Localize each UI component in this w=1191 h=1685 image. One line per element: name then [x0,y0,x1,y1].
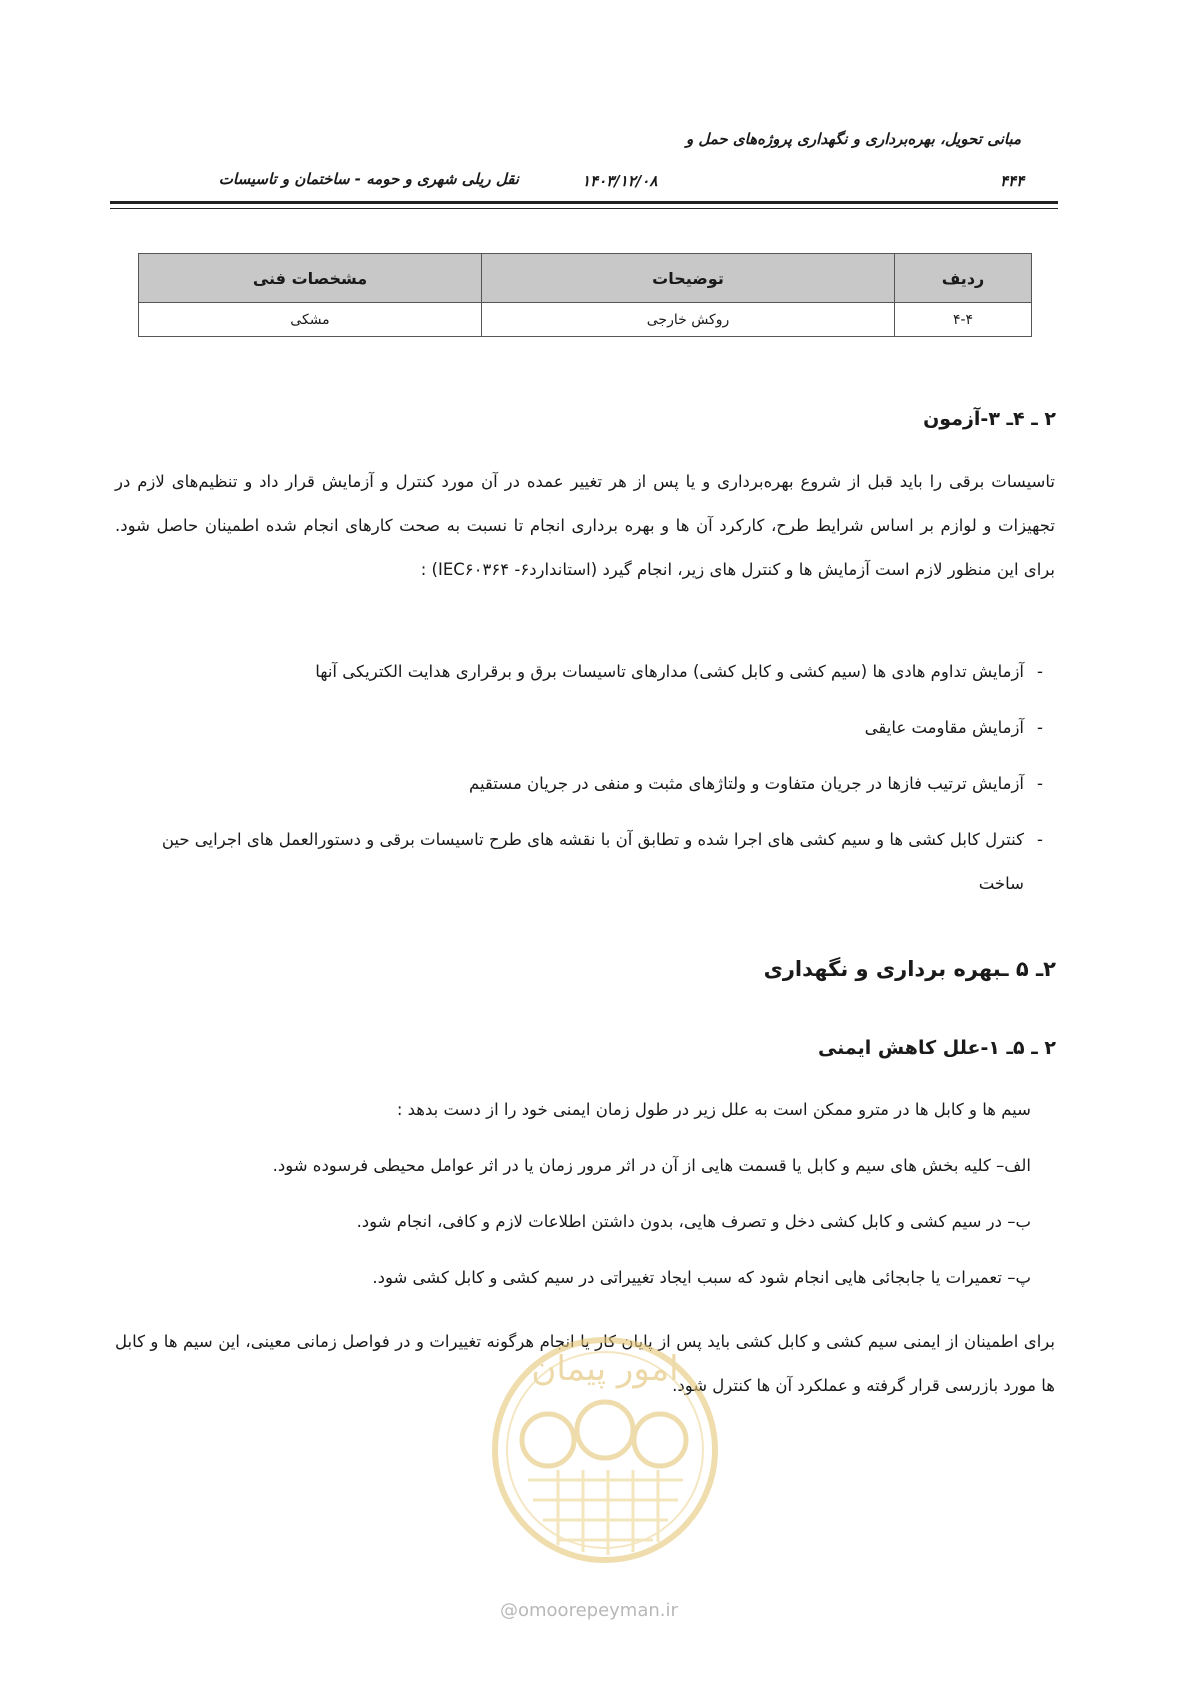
bullet-dash: - [1037,774,1043,793]
table-cell: ۴-۴ [895,303,1032,337]
watermark-url: @omoorepeyman.ir [500,1600,678,1621]
header-title-line1: مبانی تحویل، بهره‌برداری و نگهداری پروژه‌های حمل و [685,130,1021,148]
list-item [116,706,1056,750]
list-item [116,818,1056,906]
paragraph-text: برای اطمینان از ایمنی سیم کشی و کابل کشی باید پس از پایان کار یا انجام هرگونه تغییرات و در فواصل زمانی معینی، این سیم ها و کابل ها مورد بازرسی قرار گرفته و عملکرد آن ها کنترل شود. [115,1332,1055,1395]
bullet-dash: - [1037,830,1043,849]
list-item-text: ب– در سیم کشی و کابل کشی دخل و تصرف هایی، بدون داشتن اطلاعات لازم و کافی، انجام شود. [356,1212,1031,1231]
list-item-text: پ– تعمیرات یا جابجائی هایی انجام شود که سبب ایجاد تغییراتی در سیم کشی و کابل کشی شود. [372,1268,1031,1287]
header-rule-thin [110,208,1058,209]
bullet-dash: - [1037,662,1043,681]
header-title-line2: نقل ریلی شهری و حومه - ساختمان و تاسیسات [218,170,519,188]
paragraph-text: سیم ها و کابل ها در مترو ممکن است به علل زیر در طول زمان ایمنی خود را از دست بدهد : [396,1100,1031,1119]
list-item-text: الف– کلیه بخش های سیم و کابل یا قسمت هایی از آن در اثر مرور زمان یا در اثر عوامل محیطی فرسوده شود. [272,1156,1031,1175]
section-heading: ۲ ـ ۴ـ ۳-آزمون [923,408,1056,430]
table-header-cell: توضیحات [482,254,895,303]
table-row [139,303,1032,337]
page-number: ۴۴۴ [1000,172,1025,190]
spec-table [138,253,1032,337]
header-rule [110,201,1058,204]
watermark-logo-icon [488,1320,723,1585]
list-item-text: آزمایش ترتیب فازها در جریان متفاوت و ولتاژهای مثبت و منفی در جریان مستقیم [468,774,1024,793]
table-header-cell: مشخصات فنی [139,254,482,303]
section-heading: ۲ـ ۵ ـبهره برداری و نگهداری [763,957,1056,981]
watermark-logo-text: امور پیمان [531,1349,679,1389]
list-item-text: کنترل کابل کشی ها و سیم کشی های اجرا شده و تطابق آن با نقشه های طرح تاسیسات برقی و دستورالعمل های اجرایی حین ساخت [161,830,1024,893]
table-header-cell: ردیف [895,254,1032,303]
table-cell: روکش خارجی [482,303,895,337]
table-cell: مشکی [139,303,482,337]
list-item [116,650,1056,694]
paragraph-text: تاسیسات برقی را باید قبل از شروع بهره‌برداری و یا پس از هر تغییر عمده در آن مورد کنترل و آزمایش قرار داد و تنظیم‌های لازم در تجهیزات و لوازم بر اساس شرایط طرح، کارکرد آن ها و بهره برداری انجام تا نسبت به صحت کارهای انجام شده اطمینان حاصل شود. برای این منظور لازم است آزمایش ها و کنترل های زیر، انجام گیرد (استاندارد۶- IEC۶۰۳۶۴) : [115,472,1055,579]
bullet-dash: - [1037,718,1043,737]
list-item-text: آزمایش مقاومت عایقی [864,718,1024,737]
list-item [116,762,1056,806]
list-item-text: آزمایش تداوم هادی ها (سیم کشی و کابل کشی) مدارهای تاسیسات برق و برقراری هدایت الکتریکی آنها [315,662,1024,681]
section-paragraph [115,460,1055,592]
table-header-row [139,254,1032,303]
header-date: ۱۴۰۳/۱۲/۰۸ [582,172,658,190]
section-heading: ۲ ـ ۵ـ ۱-علل کاهش ایمنی [817,1037,1056,1059]
